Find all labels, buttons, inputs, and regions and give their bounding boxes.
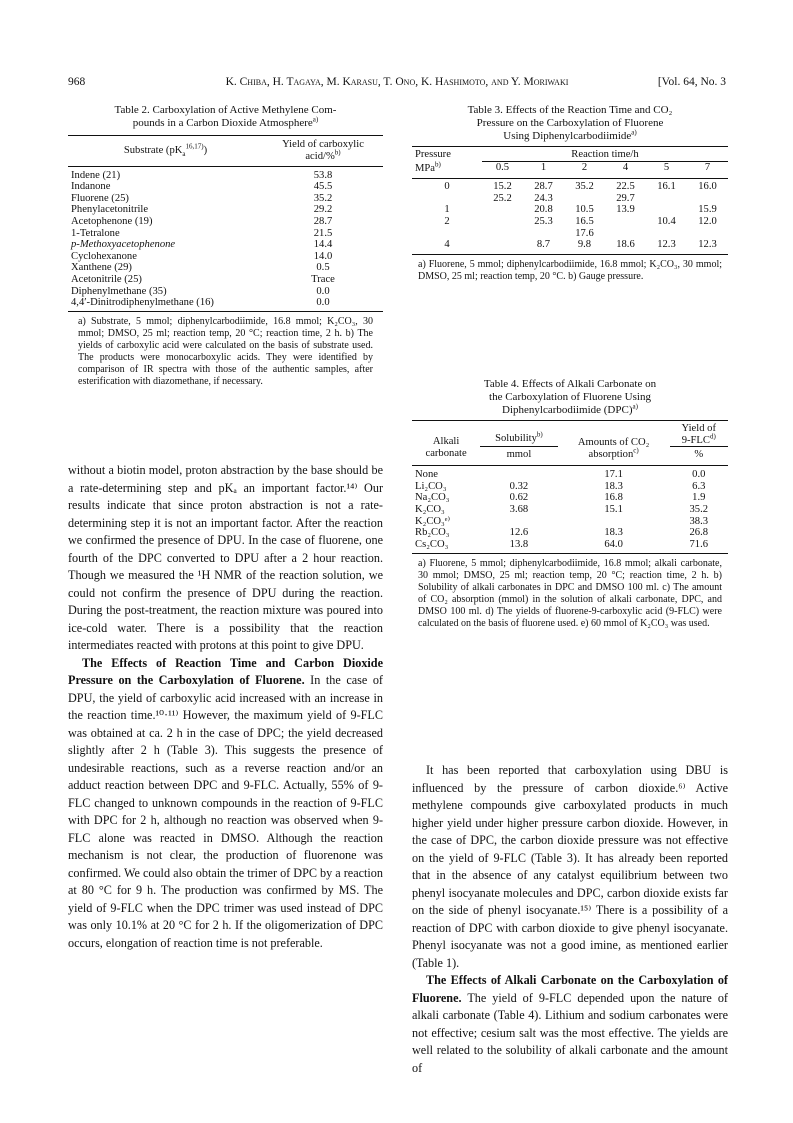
paragraph: It has been reported that carboxylation using DBU is influenced by the pressure of carbon dioxide.⁶⁾ Active methylene compounds give carboxylated products in much higher yield under higher pressure carbon dioxide. However, in the case of DPC, the carbon dioxide pressure was not effective on the yield of 9-FLC (Table 3). It has already been reported that in the absence of any catalyst equilibrium between two phenyl isocyanate molecules and DPC, carbon dioxide exists far on the side of phenyl isocyanate.¹⁵⁾ There is a possibility of a reaction of DPC with carbon dioxide to give phenyl isocyanate. Phenyl isocyanate was not a good imine, as mentioned earlier (Table 1). <box>412 763 728 970</box>
table-row: 17.6 <box>575 227 594 239</box>
table3: Pressure Reaction time/h MPa$^{b)}$ 0.5 1 2 4 5 7 0 15.2 28.7 35.2 22.5 16.1 16.0 25.2 24.3 29.7 1 20.8 10.5 13.9 15.9 2 25.3 16.5 10.4 12.0 17.6 4 8.7 9.8 18.6 12.3 12.3 <box>412 146 728 255</box>
table2-footnote: a) Substrate, 5 mmol; diphenylcarbodiimide, 16.8 mmol; K₂CO₃, 30 mmol; DMSO, 25 ml; reaction temp, 20 °C; reaction time, 2 h. b) The yields of carboxylic acid were calculated on the basis of substrate used. The products were monocarboxylic acids. They were identified by comparison of IR spectra with those of the authentic samples, after esterification with diazomethane, if necessary. <box>78 315 373 387</box>
table3-mpa: MPa$^{b)}$ <box>415 160 441 175</box>
table-row: 4 8.7 9.8 18.6 12.3 12.3 <box>412 239 728 254</box>
table-row: Xanthene (29) 0.5 <box>71 262 330 274</box>
table-row: K₂CO₃ᵉ⁾ 38.3 <box>415 515 709 527</box>
table-row: Li₂CO₃ 0.32 18.3 6.3 <box>415 480 706 492</box>
table3-time-header: Reaction time/h <box>482 147 728 162</box>
table-row: Indanone 45.5 <box>71 181 333 193</box>
table-row: 1-Tetralone 21.5 <box>71 227 333 239</box>
table4-col-solubility: Solubility$^{b)}$ <box>480 421 558 447</box>
table4-caption: Table 4. Effects of Alkali Carbonate on the Carboxylation of Fluorene Using Diphenylcarbodiimide (DPC)$^{a)}$ <box>483 378 657 416</box>
author-line: K. Chiba, H. Tagaya, M. Karasu, T. Ono, K. Hashimoto, and Y. Moriwaki <box>225 76 569 88</box>
left-body-text <box>68 462 383 952</box>
table-row: 25.2 24.3 29.7 <box>493 192 635 204</box>
page-number: 968 <box>68 76 86 88</box>
table-row: 2 25.3 16.5 10.4 12.0 <box>444 215 717 227</box>
table3-footnote: a) Fluorene, 5 mmol; diphenylcarbodiimide, 16.8 mmol; K₂CO₃, 30 mmol; DMSO, 25 ml; reaction temp, 20 °C. b) Gauge pressure. <box>418 258 722 282</box>
section-heading: The Effects of Reaction Time and Carbon Dioxide Pressure on the Carboxylation of Fluorene. <box>68 655 383 687</box>
table4-col-yield: Yield of 9-FLC$^{d)}$ <box>670 421 728 447</box>
section-heading: The Effects of Alkali Carbonate on the Carboxylation of Fluorene. <box>412 973 728 1005</box>
table-row: 1 20.8 10.5 13.9 15.9 <box>444 204 717 216</box>
table-row: Phenylacetonitrile 29.2 <box>71 204 333 216</box>
volume-info: [Vol. 64, No. 3 <box>657 76 726 88</box>
table4-col-alkali: Alkali carbonate <box>425 436 467 459</box>
table-row: K₂CO₃ 3.68 15.1 35.2 <box>415 504 709 516</box>
table3-block <box>412 104 728 283</box>
running-header <box>68 76 726 92</box>
table-row: Diphenylmethane (35) 0.0 <box>71 285 330 297</box>
paragraph: without a biotin model, proton abstraction by the base should be a rate-determining step and pKₐ an important factor.¹⁴⁾ Our results indicate that since proton abstraction is not a rate-determining step it is not an important factor. After the reaction we confirmed the presence of DPU. In the case of fluorene, one fourth of the DPC converted to DPU after a 2 hour reaction. Though we measured the ¹H NMR of the reaction solution, we could not confirm the presence of DPU during the reaction. During the post-treatment, the reaction mixture was poured into ice-cold water. There is a possibility that the reaction intermediates reacted with protons at this point to give DPU. <box>68 463 383 652</box>
table-row: Cs₂CO₃ 13.8 64.0 71.6 <box>412 539 728 554</box>
table-row: Cyclohexanone 14.0 <box>71 250 333 262</box>
table-row: None 17.1 0.0 <box>415 469 706 481</box>
table4: Alkali carbonate Solubility$^{b)}$ Amounts of CO₂ absorption$^{c)}$ Yield of 9-FLC$^{d)}$ mmol % None 17.1 0.0 Li₂CO₃ 0.32 18.3 6.3 Na₂CO₃ 0.62 16.8 1.9 K₂CO₃ 3.68 15.1 35.2 K₂CO₃ᵉ⁾ 38.3 Rb₂CO₃ 12.6 18.3 26.8 Cs₂CO₃ 13.8 64.0 71.6 <box>412 420 728 554</box>
paragraph: The Effects of Alkali Carbonate on the Carboxylation of Fluorene. The yield of 9-FLC depended upon the nature of alkali carbonate (Table 4). Lithium and sodium carbonates were not effective; cesium salt was the most effective. The yields are well related to the solubility of alkali carbonate and the amount of <box>412 973 728 1075</box>
table-row: 0 15.2 28.7 35.2 22.5 16.1 16.0 <box>444 181 717 193</box>
table-row: Fluorene (25) 35.2 <box>71 192 333 204</box>
table3-col-pressure: Pressure <box>415 149 451 160</box>
table2 <box>68 135 383 312</box>
table2-col-yield: Yield of carboxylic acid/%$^{b)}$ <box>282 139 364 162</box>
table4-footnote: a) Fluorene, 5 mmol; diphenylcarbodiimide, 16.8 mmol; alkali carbonate, 30 mmol; DMSO, 25 ml; reaction temp, 20 °C; reaction time, 2 h. b) Solubility of alkali carbonates in DPC and DMSO 100 ml. c) The amount of CO₂ absorption (mmol) in the solution of alkali carbonate, DPC, and DMSO 100 ml. d) The yields of fluorene-9-carboxylic acid (9-FLC) were calculated on the basis of fluorene used. e) 60 mmol of K₂CO₃ was used. <box>418 558 722 630</box>
right-body-text <box>412 762 728 1077</box>
table2-col-substrate: Substrate $(pK_a^{16,17)})$ <box>123 142 208 158</box>
table-row: Rb₂CO₃ 12.6 18.3 26.8 <box>415 527 709 539</box>
table2-block <box>68 104 383 388</box>
table4-col-co2: Amounts of CO₂ absorption$^{c)}$ <box>577 437 650 460</box>
table4-block <box>412 378 728 630</box>
table2-caption: Table 2. Carboxylation of Active Methylene Com- pounds in a Carbon Dioxide Atmosphere$^{a)}$ <box>114 104 337 129</box>
paragraph: The Effects of Reaction Time and Carbon Dioxide Pressure on the Carboxylation of Fluorene. In the case of DPU, the yield of carboxylic acid increased with an increase in the reaction time.¹⁰·¹¹⁾ However, the maximum yield of 9-FLC was obtained at ca. 2 h in the case of DPC; the yield decreased slightly after 2 h (Table 3). This suggests the presence of undesirable reactions, such as a reverse reaction and/or an adduct reaction between DPC and 9-FLC. Actually, 55% of 9-FLC changed to unknown compounds in the reaction of 9-FLC with DPC for 2 h, although no reaction was observed when 9-FLC alone was reacted in DMSO. Although the reaction mechanism is not clear, the production of fluorenone was confirmed. We could also obtain the trimer of DPC by a reaction at 80 °C for 9 h. The production was confirmed by MS. The yield of 9-FLC when the DPC trimer was used instead of DPC was only 10.1% at 20 °C for 2 h. If the oligomerization of DPC occurs, elongation of reaction time is not preferable. <box>68 655 383 950</box>
table-row: Na₂CO₃ 0.62 16.8 1.9 <box>415 492 706 504</box>
table-row: p-Methoxyacetophenone 14.4 <box>71 239 333 251</box>
table-row: 4,4′-Dinitrodiphenylmethane (16) 0.0 <box>68 297 383 311</box>
table-row: Indene (21) 53.8 <box>71 169 333 181</box>
table-row: Acetophenone (19) 28.7 <box>71 216 333 228</box>
table3-caption: Table 3. Effects of the Reaction Time and CO₂ Pressure on the Carboxylation of Fluorene Using Diphenylcarbodiimide$^{a)}$ <box>467 104 673 142</box>
table-row: Acetonitrile (25) Trace <box>71 274 335 286</box>
